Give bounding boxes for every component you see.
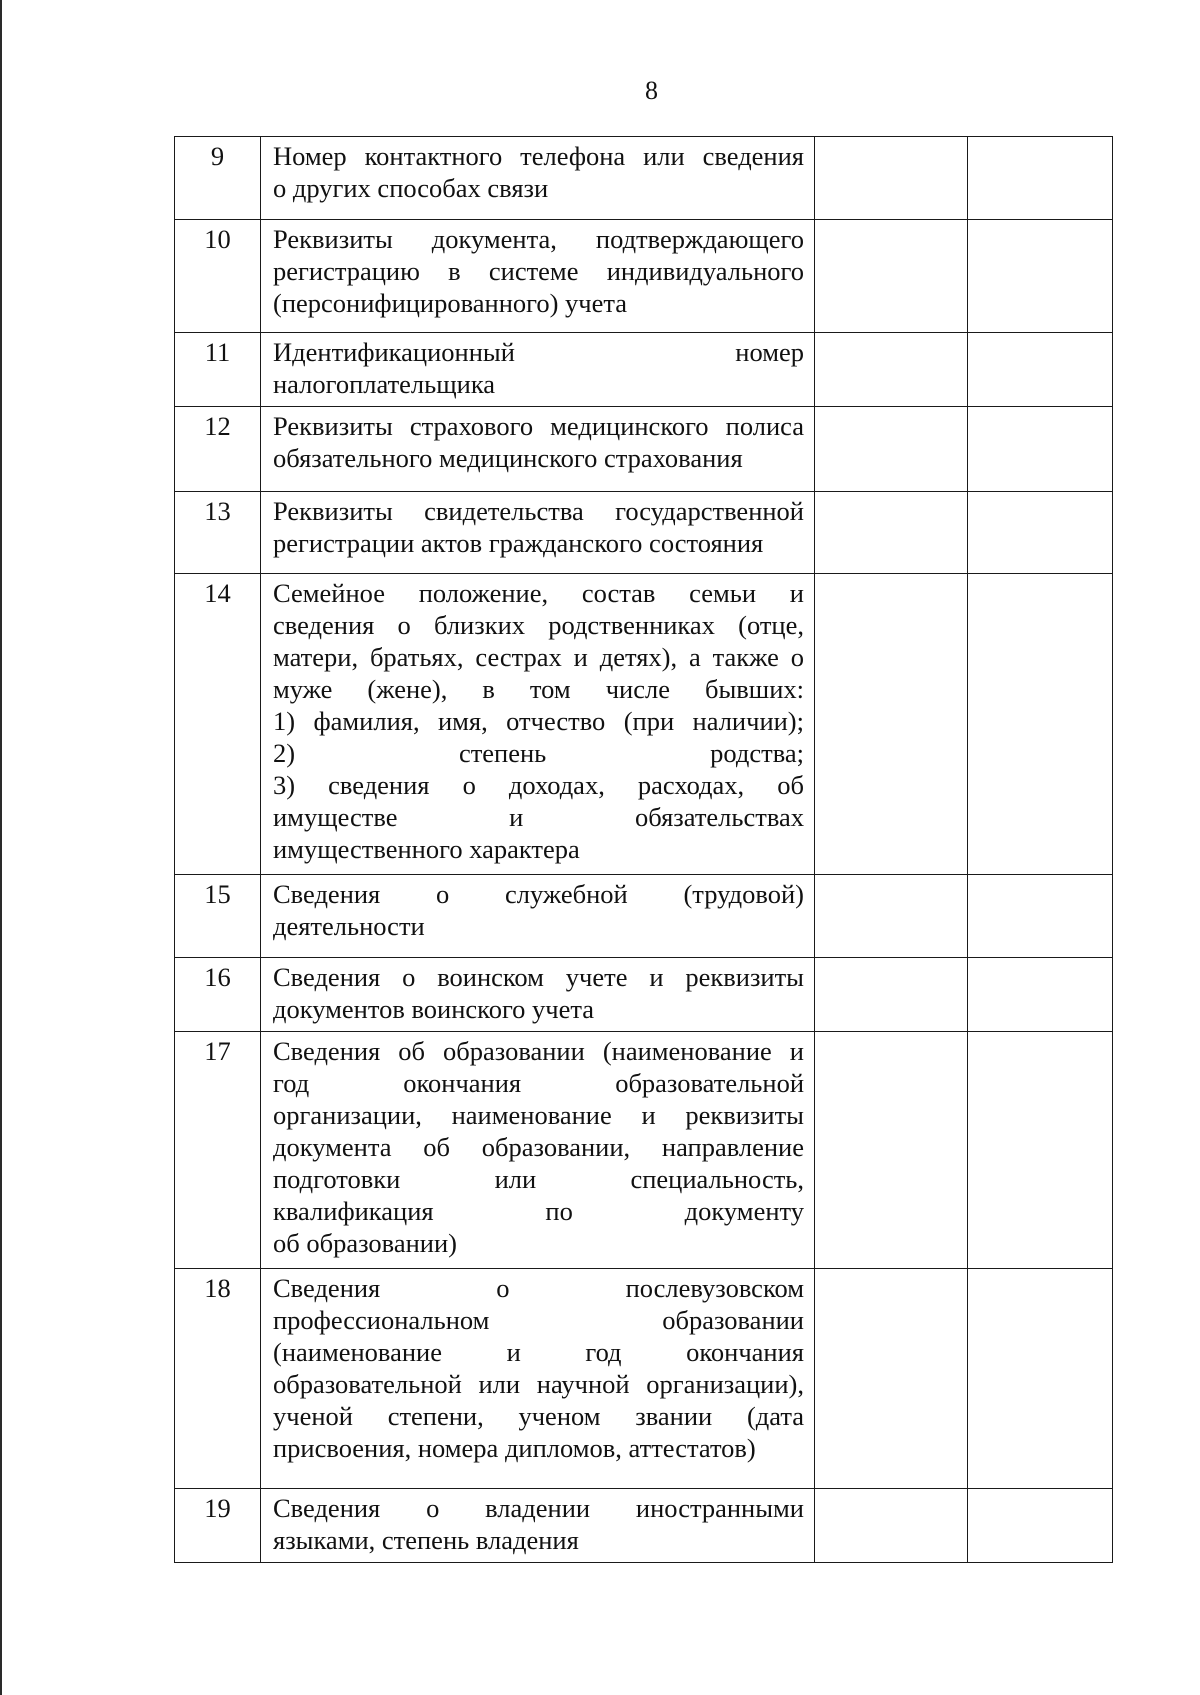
data-item-description xyxy=(261,220,815,333)
scan-edge-line xyxy=(0,0,2,1695)
description-line: организации, наименование и реквизиты xyxy=(273,1100,804,1130)
description-line: регистрацию в системе индивидуального xyxy=(273,256,804,286)
data-item-description xyxy=(261,492,815,574)
description-line: 3) сведения о доходах, расходах, об xyxy=(273,770,804,800)
empty-cell-col4 xyxy=(968,220,1113,333)
empty-cell-col4 xyxy=(968,1269,1113,1489)
empty-cell-col3 xyxy=(815,492,968,574)
description-line: регистрации актов гражданского состояния xyxy=(273,528,764,558)
empty-cell-col4 xyxy=(968,407,1113,492)
table-row xyxy=(175,407,1113,492)
empty-cell-col4 xyxy=(968,574,1113,875)
description-line: профессиональном образовании xyxy=(273,1305,804,1335)
table-row xyxy=(175,333,1113,407)
data-item-description xyxy=(261,958,815,1032)
empty-cell-col3 xyxy=(815,407,968,492)
empty-cell-col3 xyxy=(815,958,968,1032)
description-line: Сведения о послевузовском xyxy=(273,1273,804,1303)
description-line: присвоения, номера дипломов, аттестатов) xyxy=(273,1433,756,1463)
description-line: налогоплательщика xyxy=(273,369,496,399)
description-line: ученой степени, ученом звании (дата xyxy=(273,1401,804,1431)
description-line: 1) фамилия, имя, отчество (при наличии); xyxy=(273,706,804,736)
data-item-description xyxy=(261,333,815,407)
description-line: об образовании) xyxy=(273,1228,457,1258)
empty-cell-col3 xyxy=(815,1269,968,1489)
table-row xyxy=(175,574,1113,875)
empty-cell-col4 xyxy=(968,875,1113,958)
empty-cell-col3 xyxy=(815,1489,968,1563)
empty-cell-col4 xyxy=(968,1489,1113,1563)
description-line: муже (жене), в том числе бывших: xyxy=(273,674,804,704)
data-item-description xyxy=(261,137,815,220)
description-line: Номер контактного телефона или сведения xyxy=(273,141,804,171)
description-line: Реквизиты документа, подтверждающего xyxy=(273,224,804,254)
description-line: имущественного характера xyxy=(273,834,580,864)
description-line: квалификация по документу xyxy=(273,1196,804,1226)
row-number: 9 xyxy=(175,137,261,220)
data-item-description xyxy=(261,574,815,875)
data-item-description xyxy=(261,1269,815,1489)
description-line: Сведения о служебной (трудовой) xyxy=(273,879,804,909)
table-row xyxy=(175,1032,1113,1269)
row-number: 19 xyxy=(175,1489,261,1563)
description-line: обязательного медицинского страхования xyxy=(273,443,743,473)
row-number: 13 xyxy=(175,492,261,574)
description-line: Семейное положение, состав семьи и xyxy=(273,578,804,608)
description-line: имуществе и обязательствах xyxy=(273,802,804,832)
description-line: Сведения о владении иностранными xyxy=(273,1493,804,1523)
empty-cell-col3 xyxy=(815,220,968,333)
table-row xyxy=(175,1489,1113,1563)
row-number: 17 xyxy=(175,1032,261,1269)
personal-data-table xyxy=(174,136,1113,1563)
empty-cell-col4 xyxy=(968,958,1113,1032)
row-number: 18 xyxy=(175,1269,261,1489)
empty-cell-col4 xyxy=(968,333,1113,407)
data-item-description xyxy=(261,1032,815,1269)
table-row xyxy=(175,875,1113,958)
row-number: 10 xyxy=(175,220,261,333)
table-body xyxy=(175,137,1113,1563)
empty-cell-col4 xyxy=(968,137,1113,220)
empty-cell-col3 xyxy=(815,137,968,220)
table-row xyxy=(175,220,1113,333)
description-line: Сведения об образовании (наименование и xyxy=(273,1036,804,1066)
description-line: документов воинского учета xyxy=(273,994,595,1024)
empty-cell-col3 xyxy=(815,1032,968,1269)
table-row xyxy=(175,137,1113,220)
description-line: Идентификационный номер xyxy=(273,337,804,367)
description-line: образовательной или научной организации), xyxy=(273,1369,804,1399)
description-line: языками, степень владения xyxy=(273,1525,579,1555)
description-line: матери, братьях, сестрах и детях), а также о xyxy=(273,642,804,672)
row-number: 14 xyxy=(175,574,261,875)
table-row xyxy=(175,958,1113,1032)
row-number: 15 xyxy=(175,875,261,958)
empty-cell-col3 xyxy=(815,875,968,958)
description-line: сведения о близких родственниках (отце, xyxy=(273,610,804,640)
page-number: 8 xyxy=(645,76,658,105)
data-item-description xyxy=(261,1489,815,1563)
description-line: (наименование и год окончания xyxy=(273,1337,804,1367)
description-line: о других способах связи xyxy=(273,173,549,203)
description-line: (персонифицированного) учета xyxy=(273,288,628,318)
empty-cell-col3 xyxy=(815,333,968,407)
data-item-description xyxy=(261,407,815,492)
description-line: год окончания образовательной xyxy=(273,1068,804,1098)
row-number: 12 xyxy=(175,407,261,492)
description-line: подготовки или специальность, xyxy=(273,1164,804,1194)
row-number: 16 xyxy=(175,958,261,1032)
empty-cell-col3 xyxy=(815,574,968,875)
description-line: деятельности xyxy=(273,911,425,941)
empty-cell-col4 xyxy=(968,492,1113,574)
empty-cell-col4 xyxy=(968,1032,1113,1269)
description-line: Реквизиты страхового медицинского полиса xyxy=(273,411,804,441)
description-line: Реквизиты свидетельства государственной xyxy=(273,496,804,526)
table-row xyxy=(175,492,1113,574)
description-line: Сведения о воинском учете и реквизиты xyxy=(273,962,804,992)
data-item-description xyxy=(261,875,815,958)
table-row xyxy=(175,1269,1113,1489)
description-line: документа об образовании, направление xyxy=(273,1132,804,1162)
row-number: 11 xyxy=(175,333,261,407)
description-line: 2) степень родства; xyxy=(273,738,804,768)
